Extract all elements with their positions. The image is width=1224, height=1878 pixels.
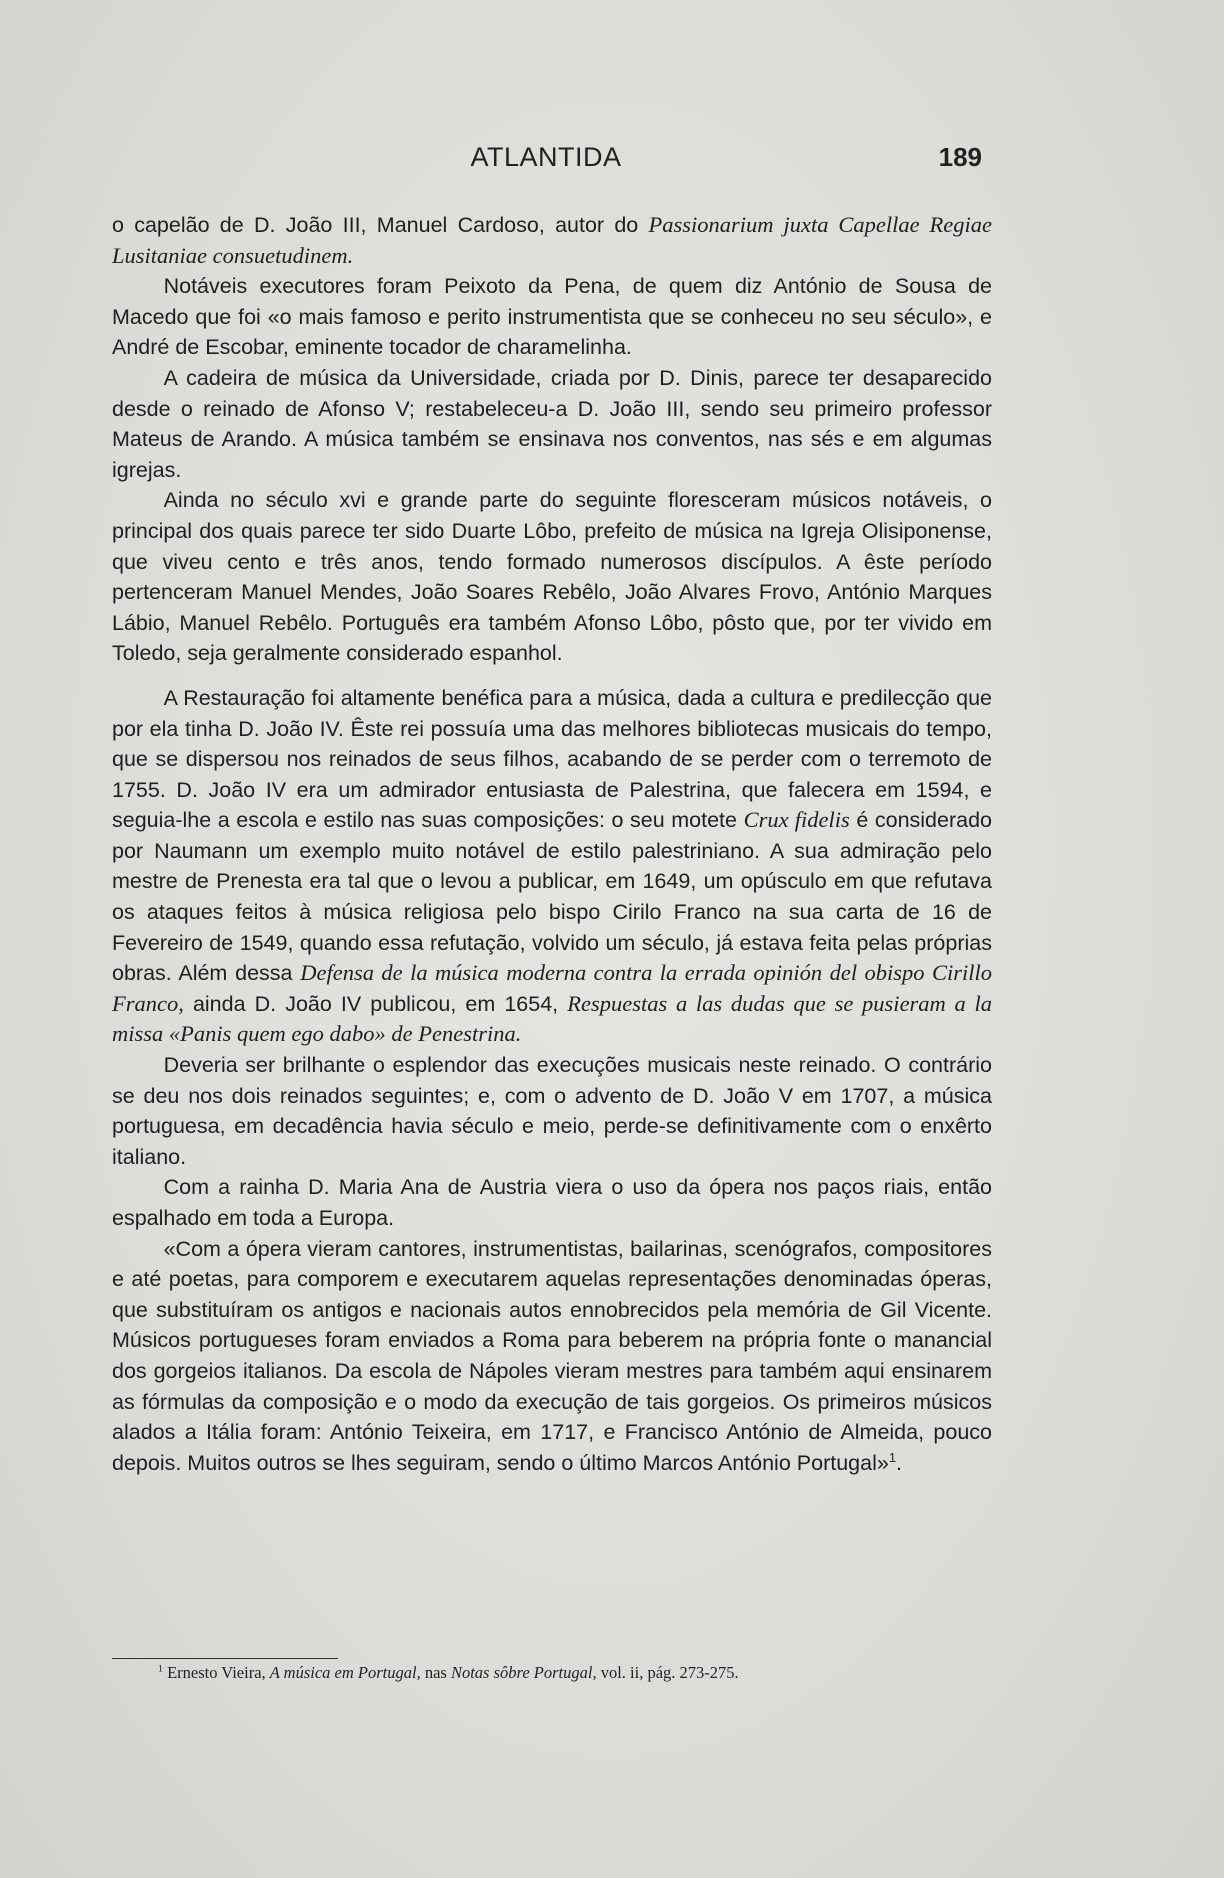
paragraph-5 [112,683,992,1050]
paragraph-3: A cadeira de música da Universidade, criada por D. Dinis, parece ter desaparecido desde o reinado de Afonso V; restabeleceu-a D. João III, sendo seu primeiro professor Mateus de Arando. A música também se ensinava nos conventos, nas sés e em algumas igrejas. [112,365,992,482]
paragraph-8 [112,1234,992,1479]
paragraph-1-italic-title: Passionarium juxta Capellae Regiae Lusitaniae consuetudinem. [112,212,992,268]
paragraph-5-text-2: é considerado por Naumann um exemplo muito notável de estilo palestriniano. A sua admiração pelo mestre de Prenesta era tal que o levou a publicar, em 1649, um opúsculo em que refutava os ataques feitos à música religiosa pelo bispo Cirilo Franco na sua carta de 16 de Fevereiro de 1549, quando essa refutação, volvido um século, já estava feita pelas próprias obras. Além dessa [112,808,993,986]
paragraph-8-suffix: . [895,1450,902,1475]
paragraph-5-italic-2: Defensa de la música moderna contra la errada opinión del obispo Cirillo Franco, [112,960,992,1016]
paragraph-5-italic-3: Respuestas a las dudas que se pusieram a la missa «Panis quem ego dabo» de Penestrina. [112,990,993,1047]
footnote-reference: 1 [888,1449,896,1465]
paragraph-4: Ainda no século xvi e grande parte do seguinte floresceram músicos notáveis, o principal dos quais parece ter sido Duarte Lôbo, prefeito de música na Igreja Olisiponense, que viveu cento e três anos, tendo formado numerosos discípulos. A êste período pertenceram Manuel Mendes, João Soares Rebêlo, João Alvares Frovo, António Marques Lábio, Manuel Rebêlo. Português era também Afonso Lôbo, pôsto que, por ter vivido em Toledo, seja geralmente considerado espanhol. [112,488,992,666]
footnote-title: A música em Portugal, [269,1663,421,1682]
paragraph-1 [112,210,992,271]
paragraph-7: Com a rainha D. Maria Ana de Austria viera o uso da ópera nos paços riais, então espalhado em toda a Europa. [112,1175,992,1230]
paragraph-5-text-1: A Restauração foi altamente benéfica para a música, dada a cultura e predilecção que por ela tinha D. João IV. Êste rei possuía uma das melhores bibliotecas musicais do tempo, que se dispersou nos reinados de seus filhos, acabando de se perder com o terremoto de 1755. D. João IV era um admirador entusiasta de Palestrina, que falecera em 1594, e seguia-lhe a escola e estilo nas suas composições: o seu motete [112,685,992,833]
footnote-rule [112,1658,338,1659]
footnote-marker: 1 [158,1663,163,1675]
paragraph-1-text: o capelão de D. João III, Manuel Cardoso, autor do [112,213,649,237]
footnote-mid: nas [420,1663,451,1682]
paragraph-5-italic-1: Crux fidelis [743,807,850,833]
footnote-tail: vol. ii, pág. 273-275. [596,1663,739,1682]
footnote-series: Notas sôbre Portugal, [450,1663,597,1682]
page-number: 189 [938,142,982,172]
body-text [112,210,992,1478]
paragraph-6: Deveria ser brilhante o esplendor das execuções musicais neste reinado. O contrário se deu nos dois reinados seguintes; e, com o advento de D. João V em 1707, a música portuguesa, em decadência havia século e meio, perde-se definitivamente com o enxêrto italiano. [112,1053,992,1169]
page-header [110,142,982,182]
footnote [112,1662,992,1684]
paragraph-5-text-3: ainda D. João IV publicou, em 1654, [183,991,568,1016]
footnote-author: Ernesto Vieira, [162,1663,270,1682]
running-title: ATLANTIDA [470,142,622,172]
paragraph-2: Notáveis executores foram Peixoto da Pena, de quem diz António de Sousa de Macedo que foi «o mais famoso e perito instrumentista que se conheceu no seu século», e André de Escobar, eminente tocador de charamelinha. [112,274,992,360]
paragraph-8-text: «Com a ópera vieram cantores, instrumentistas, bailarinas, scenógrafos, compositores e até poetas, para comporem e executarem aquelas representações denominadas óperas, que substituíram os antigos e nacionais autos ennobrecidos pela memória de Gil Vicente. Músicos portugueses foram enviados a Roma para beberem na própria fonte o manancial dos gorgeios italianos. Da escola de Nápoles vieram mestres para também aqui ensinarem as fórmulas da composição e o modo da execução de tais gorgeios. Os primeiros músicos alados a Itália foram: António Teixeira, em 1717, e Francisco António de Almeida, pouco depois. Muitos outros se lhes seguiram, sendo o último Marcos António Portugal» [112,1236,992,1475]
